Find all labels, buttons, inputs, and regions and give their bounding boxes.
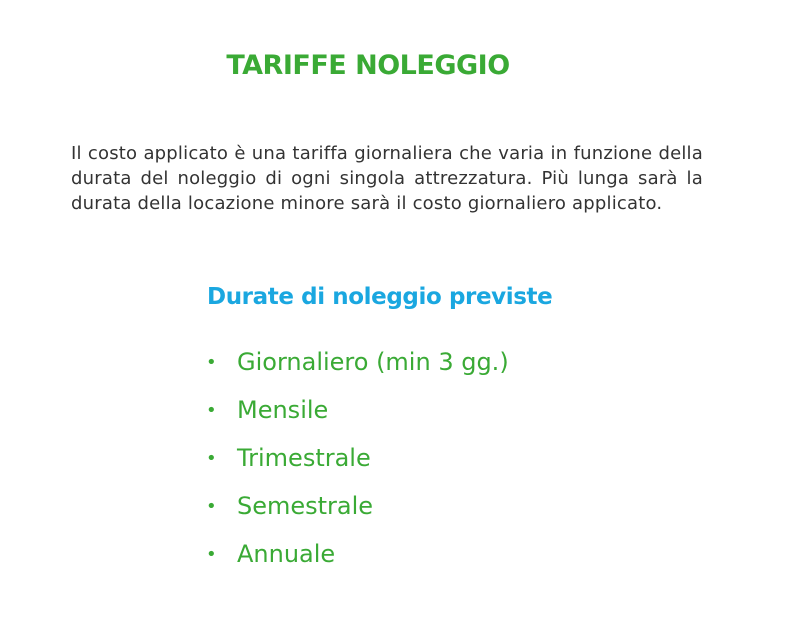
page-title: TARIFFE NOLEGGIO — [226, 50, 510, 81]
bullet-icon: • — [206, 447, 217, 469]
list-item — [206, 530, 509, 578]
bullet-icon: • — [206, 399, 217, 421]
section-subtitle: Durate di noleggio previste — [207, 284, 553, 310]
duration-label: Annuale — [237, 540, 336, 568]
duration-label: Mensile — [237, 396, 329, 424]
bullet-icon: • — [206, 543, 217, 565]
duration-label: Semestrale — [237, 492, 374, 520]
duration-label: Trimestrale — [237, 444, 371, 472]
list-item — [206, 338, 509, 386]
bullet-icon: • — [206, 351, 217, 373]
durations-list — [206, 338, 509, 578]
list-item — [206, 482, 509, 530]
intro-paragraph: Il costo applicato è una tariffa giornaliera che varia in funzione della durata del noleggio di ogni singola attrezzatura. Più lunga sarà la durata della locazione minore sarà il costo giornaliero applicato. — [71, 143, 703, 214]
bullet-icon: • — [206, 495, 217, 517]
list-item — [206, 386, 509, 434]
duration-label: Giornaliero (min 3 gg.) — [237, 348, 509, 376]
list-item — [206, 434, 509, 482]
